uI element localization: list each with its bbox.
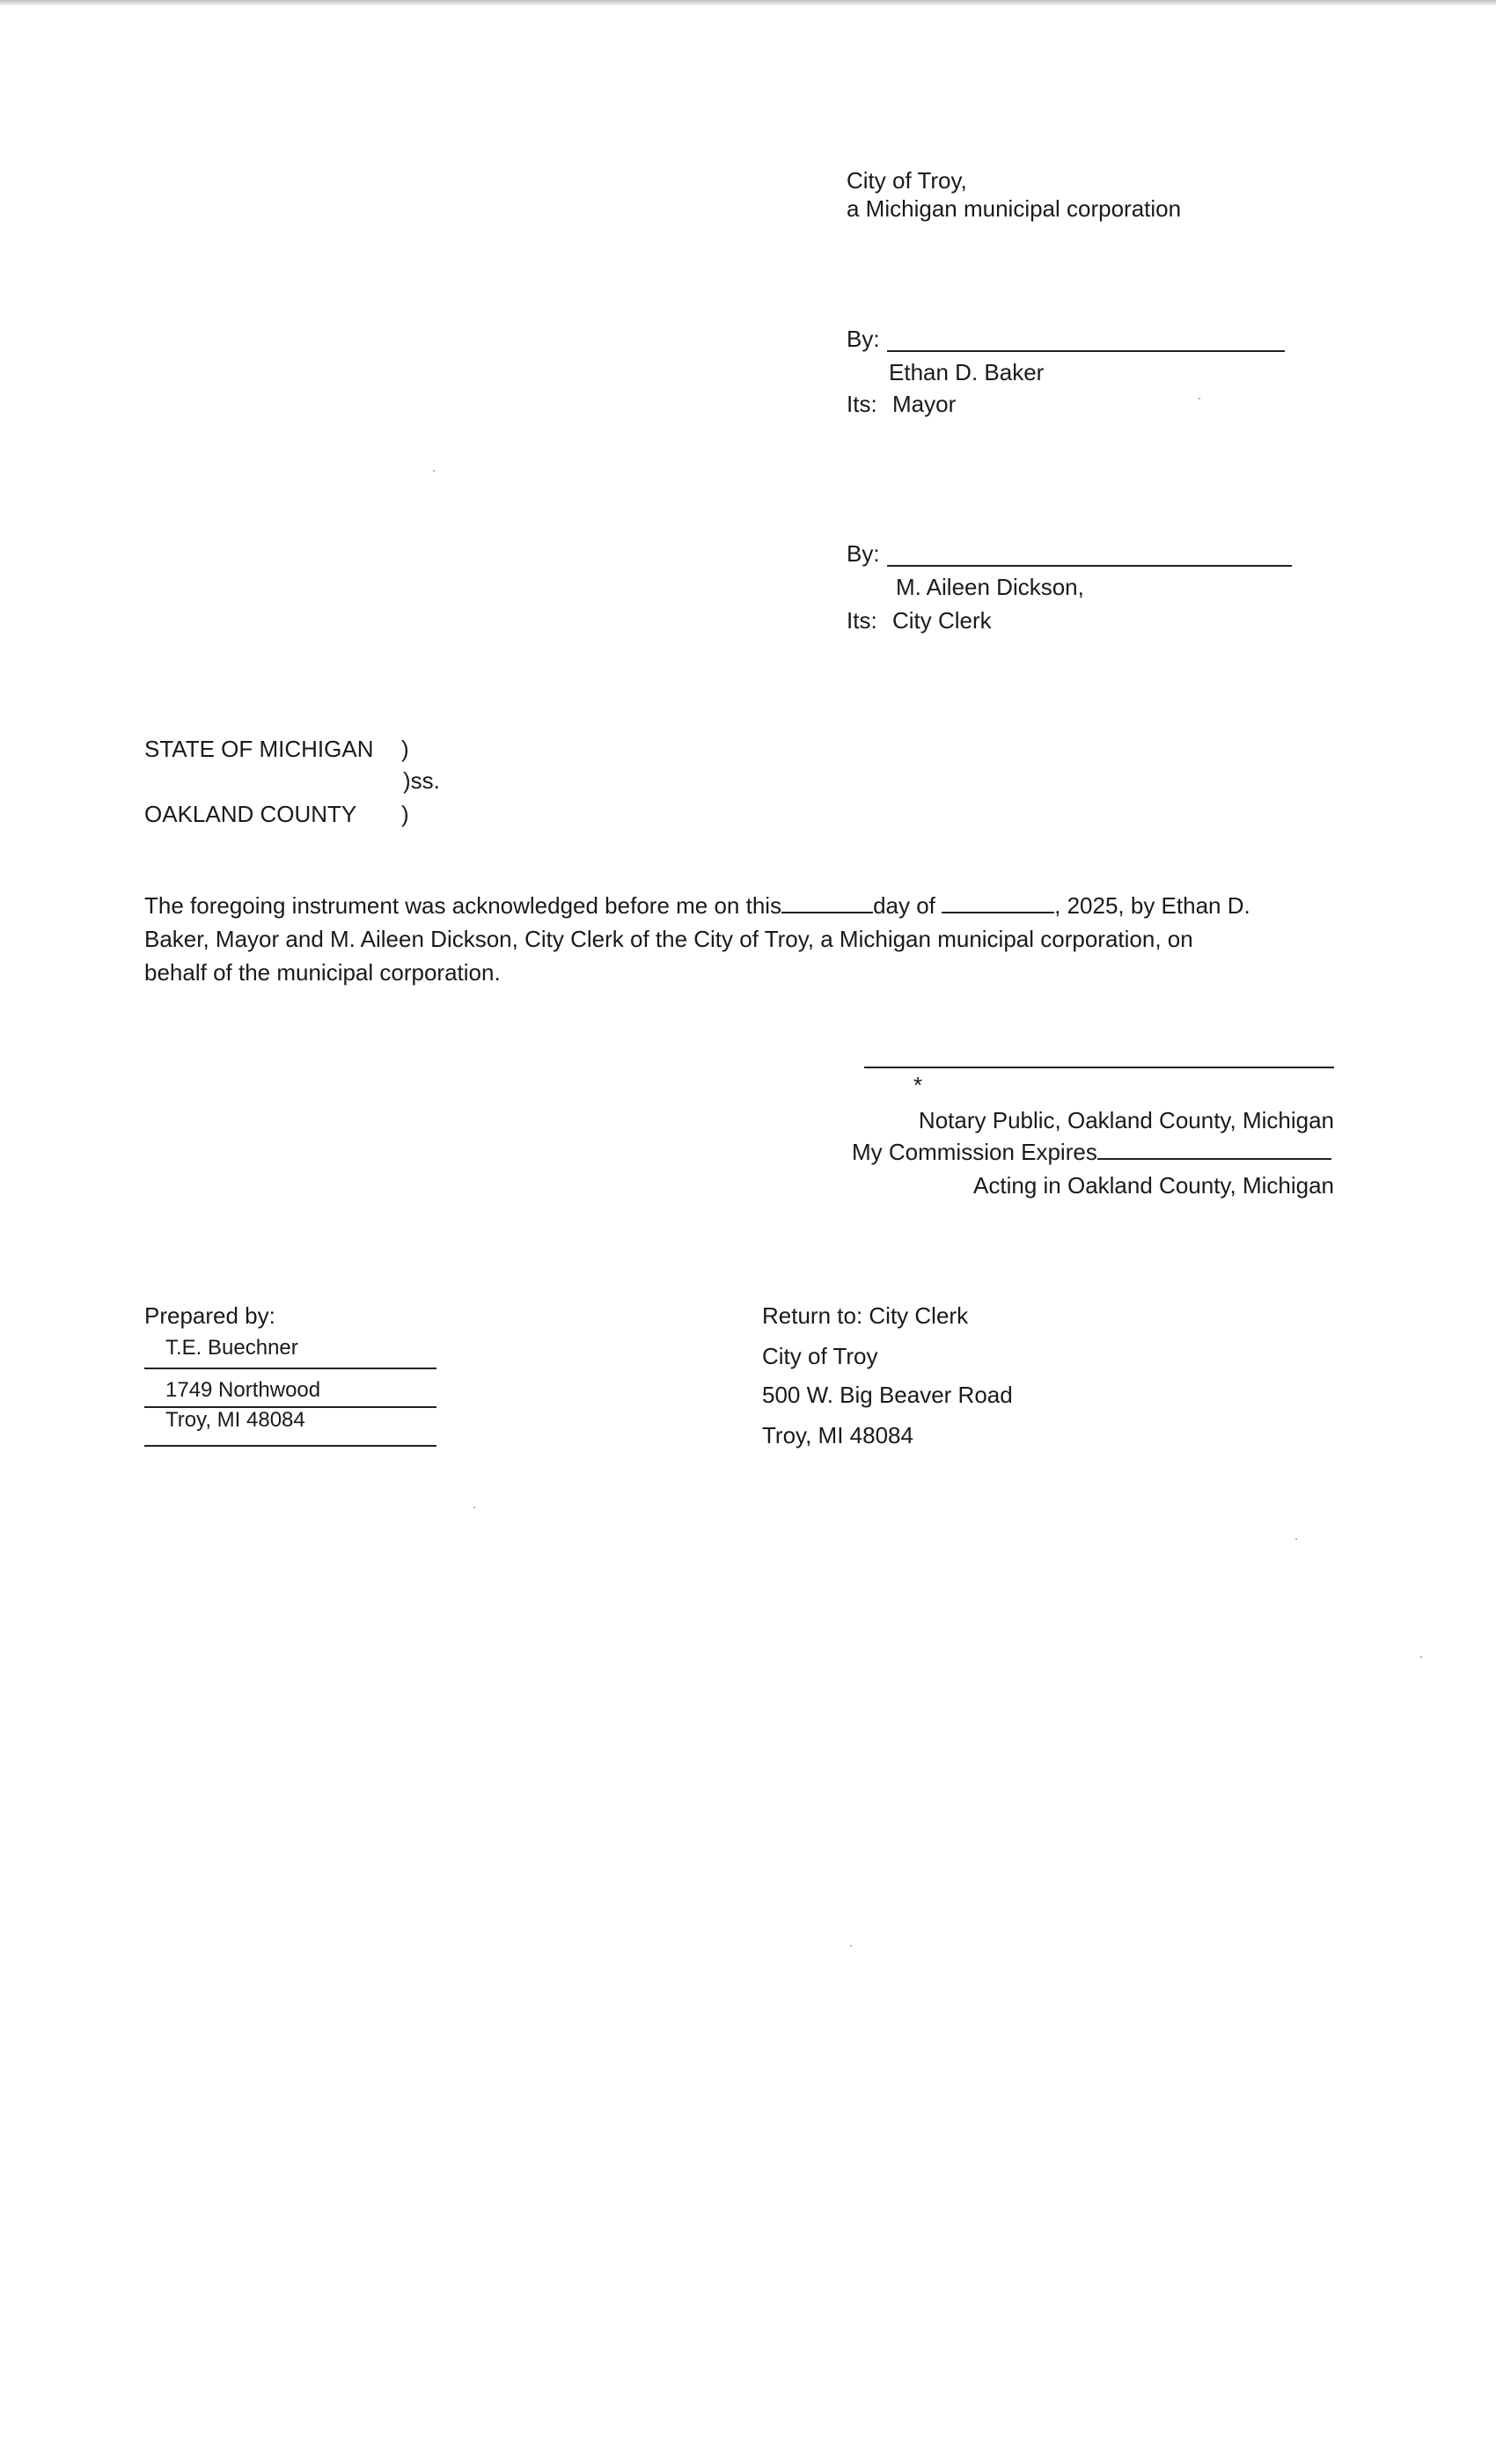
return-to-line-3: 500 W. Big Beaver Road [762,1382,1013,1408]
acknowledgment-line-1 [144,892,1250,920]
its-label-clerk: Its: [847,607,877,634]
venue-paren-2: ) [401,801,409,827]
notary-asterisk: * [913,1072,923,1098]
ack-text-2: day of [873,892,935,919]
scan-speck [1199,398,1200,400]
signatory-title-mayor: Mayor [892,391,957,417]
ack-text-1: The foregoing instrument was acknowledged before me on this [144,892,782,919]
ack-text-3: , 2025, by Ethan D. [1054,892,1250,919]
return-to-line-4: Troy, MI 48084 [762,1422,913,1448]
signature-line-mayor[interactable] [887,350,1285,352]
commission-expires-line [852,1139,1331,1166]
signatory-name-mayor: Ethan D. Baker [889,359,1045,385]
signature-by-label-clerk: By: [847,540,880,567]
acknowledgment-line-2: Baker, Mayor and M. Aileen Dickson, City Clerk of the City of Troy, a Michigan municipal corporation, on [144,926,1193,952]
preparer-city: Troy, MI 48084 [165,1408,305,1432]
scan-speck [1420,1656,1422,1658]
scan-speck [1295,1538,1297,1540]
preparer-street: 1749 Northwood [165,1378,321,1402]
notary-public-text: Notary Public, Oakland County, Michigan [918,1107,1334,1133]
acknowledgment-line-3: behalf of the municipal corporation. [144,959,501,986]
preparer-name: T.E. Buechner [165,1336,298,1360]
signatory-name-clerk: M. Aileen Dickson, [896,574,1084,600]
venue-ss: )ss. [403,767,440,794]
month-blank[interactable] [942,892,1054,913]
signatory-title-clerk: City Clerk [892,607,992,634]
commission-expires-label: My Commission Expires [852,1139,1097,1165]
day-blank[interactable] [781,892,873,913]
venue-county: OAKLAND COUNTY [144,801,357,827]
venue-paren-1: ) [401,736,409,762]
scan-speck [433,470,435,472]
entity-type: a Michigan municipal corporation [847,195,1182,222]
scan-speck [850,1945,852,1947]
preparer-city-line [144,1445,436,1447]
acting-in-county-text: Acting in Oakland County, Michigan [973,1172,1334,1199]
prepared-by-label: Prepared by: [144,1302,275,1329]
its-label-mayor: Its: [847,391,877,417]
return-to-line-2: City of Troy [762,1343,878,1369]
preparer-name-line [144,1368,436,1369]
signature-by-label-mayor: By: [847,326,880,352]
scan-speck [473,1507,475,1508]
return-to-label: Return to: City Clerk [762,1302,969,1329]
entity-name: City of Troy, [847,167,967,194]
scan-edge [0,0,1496,5]
commission-expires-blank[interactable] [1097,1139,1331,1160]
venue-state: STATE OF MICHIGAN [144,736,374,762]
signature-line-clerk[interactable] [887,565,1292,567]
notary-signature-line[interactable] [864,1067,1334,1068]
